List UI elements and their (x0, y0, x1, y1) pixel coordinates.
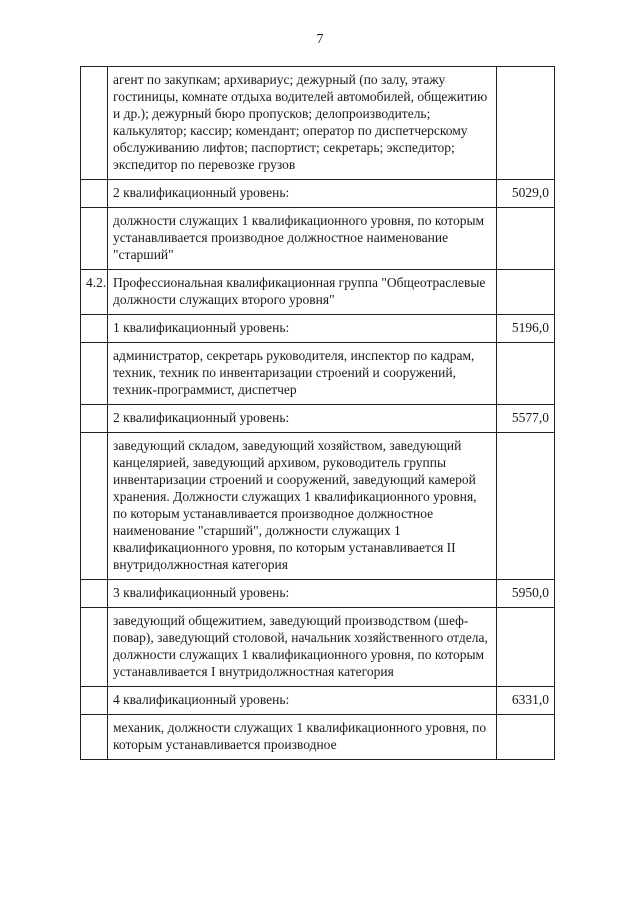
row-text: заведующий складом, заведующий хозяйством, заведующий канцелярией, заведующий архивом, руководитель группы инвентаризации строений и сооружений, заведующий камерой хранения. Должности служащих 1 квалификационного уровня, по которым устанавливается производное должностное наименование "старший", должности служащих 1 квалификационного уровня, по которым устанавливается II внутридолжностная категория (108, 433, 497, 580)
table-row (81, 208, 555, 270)
table-row (81, 315, 555, 343)
row-text: агент по закупкам; архивариус; дежурный (по залу, этажу гостиницы, комнате отдыха водителей автомобилей, общежитию и др.); дежурный бюро пропусков; делопроизводитель; калькулятор; кассир; комендант; оператор по диспетчерскому обслуживанию лифтов; паспортист; секретарь; экспедитор; экспедитор по перевозке грузов (108, 67, 497, 180)
row-number (81, 433, 108, 580)
row-value (497, 433, 555, 580)
table-row (81, 405, 555, 433)
row-value: 5950,0 (497, 580, 555, 608)
row-number (81, 67, 108, 180)
table-row (81, 580, 555, 608)
table-row (81, 270, 555, 315)
row-text: 1 квалификационный уровень: (108, 315, 497, 343)
row-text: механик, должности служащих 1 квалификационного уровня, по которым устанавливается производное (108, 715, 497, 760)
row-value (497, 715, 555, 760)
page-number: 7 (316, 32, 324, 47)
row-value (497, 343, 555, 405)
row-text: 2 квалификационный уровень: (108, 180, 497, 208)
row-number (81, 208, 108, 270)
row-text: администратор, секретарь руководителя, инспектор по кадрам, техник, техник по инвентаризации строений и сооружений, техник-программист, диспетчер (108, 343, 497, 405)
row-value (497, 67, 555, 180)
row-value (497, 270, 555, 315)
row-number (81, 715, 108, 760)
row-text: должности служащих 1 квалификационного уровня, по которым устанавливается производное должностное наименование "старший" (108, 208, 497, 270)
table-row (81, 67, 555, 180)
row-number (81, 315, 108, 343)
table-row (81, 180, 555, 208)
row-number (81, 405, 108, 433)
row-text: 2 квалификационный уровень: (108, 405, 497, 433)
row-text: 4 квалификационный уровень: (108, 687, 497, 715)
salary-table (80, 66, 555, 760)
row-number (81, 343, 108, 405)
table-row (81, 343, 555, 405)
row-text: заведующий общежитием, заведующий производством (шеф-повар), заведующий столовой, начальник хозяйственного отдела, должности служащих 1 квалификационного уровня, по которым устанавливается I внутридолжностная категория (108, 608, 497, 687)
row-number: 4.2. (81, 270, 108, 315)
table-row (81, 608, 555, 687)
row-text: 3 квалификационный уровень: (108, 580, 497, 608)
row-number (81, 580, 108, 608)
table-row (81, 433, 555, 580)
row-number (81, 180, 108, 208)
row-value: 5196,0 (497, 315, 555, 343)
row-value: 5577,0 (497, 405, 555, 433)
row-text: Профессиональная квалификационная группа "Общеотраслевые должности служащих второго уровня" (108, 270, 497, 315)
row-number (81, 687, 108, 715)
row-value: 6331,0 (497, 687, 555, 715)
row-value (497, 608, 555, 687)
table-row (81, 687, 555, 715)
row-value: 5029,0 (497, 180, 555, 208)
row-number (81, 608, 108, 687)
table-row (81, 715, 555, 760)
row-value (497, 208, 555, 270)
